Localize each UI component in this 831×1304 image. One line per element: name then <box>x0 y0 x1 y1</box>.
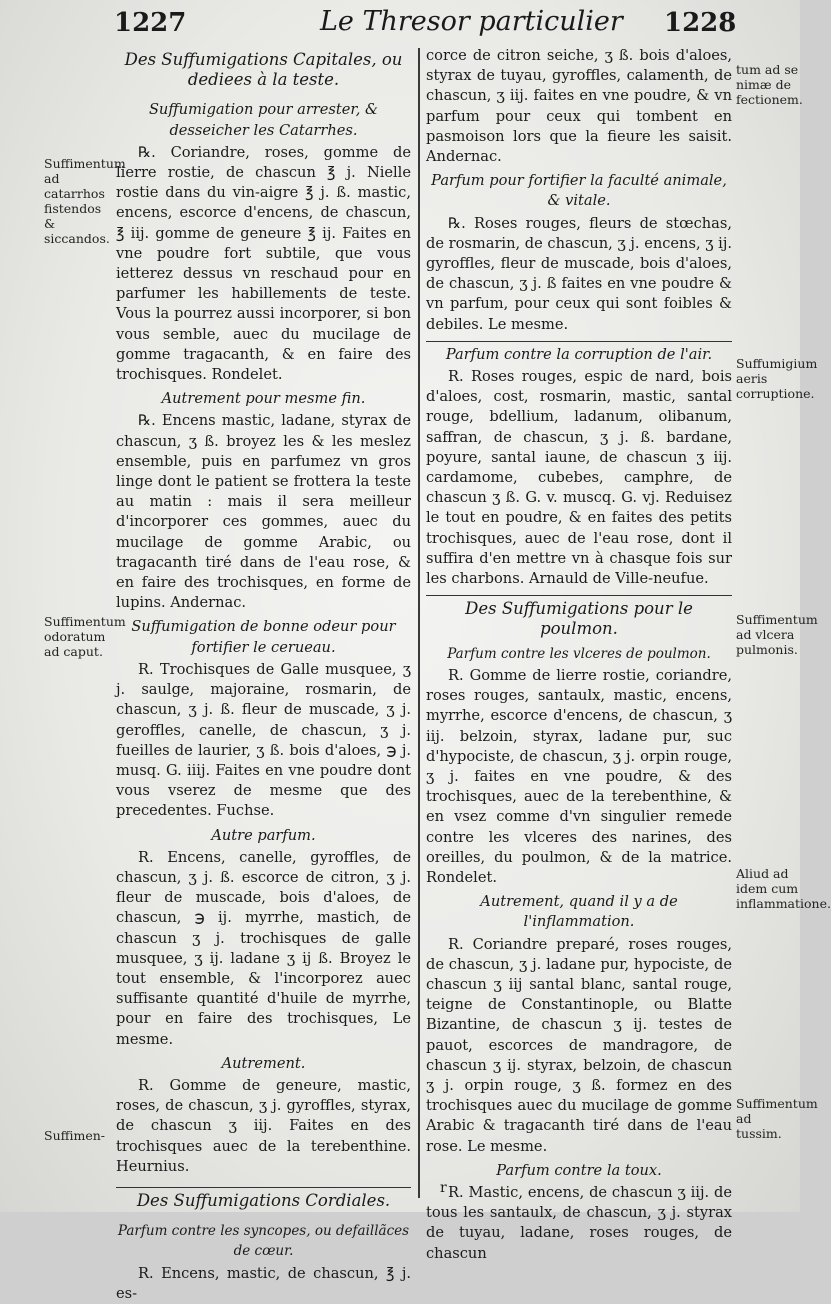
margin-note: Suffimentum ad tussim. <box>736 1096 818 1141</box>
subheading-corruption-air: Parfum contre la corruption de l'air. <box>426 341 732 365</box>
left-column <box>116 46 411 1304</box>
subheading-syncopes: Parfum contre les syncopes, ou defaillãces de cœur. <box>117 1223 410 1260</box>
margin-note: Suffimen- <box>44 1128 106 1143</box>
recipe-paragraph: R. Gomme de geneure, mastic, roses, de chascun, ʒ j. gyroffles, styrax, de chascun ʒ iij. Faites en des trochisques auec de la terebenthine. Heurnius. <box>116 1076 411 1175</box>
recipe-paragraph: R. Roses rouges, espic de nard, bois d'aloes, cost, rosmarin, mastic, santal rouge, bdellium, ladanum, olibanum, saffran, de chascun, ʒ j. ß. bardane, poyure, santal iaune, de chascun ʒ iij. cardamome, cubebes, camphre, de chascun ʒ ß. G. v. muscq. G. vj. Reduisez le tout en poudre, & en faites des petits trochisques, auec de l'eau rose, dont il suffira d'en mettre vn à chasque fois sur les charbons. Arnauld de Ville-neufue. <box>426 368 732 588</box>
column-divider <box>418 48 420 1198</box>
section-title-cordiales: Des Suffumigations Cordiales. <box>116 1187 411 1211</box>
recipe-paragraph: ℞. Encens mastic, ladane, styrax de chascun, ʒ ß. broyez les & les meslez ensemble, puis en parfumez vn gros linge dont le patient se frottera la teste au matin : mais il sera meilleur d'incorporer ces gommes, auec du mucilage de gomme Arabic, ou tragacanth tiré dans de l'eau rose, & en faire des trochisques, en forme de lupins. Andernac. <box>116 412 411 612</box>
subheading-catarrhes: Suffumigation pour arrester, & desseicher les Catarrhes. <box>148 101 379 139</box>
running-title: Le Thresor particulier <box>320 6 623 37</box>
recipe-paragraph: R. Coriandre preparé, roses rouges, de chascun, ʒ j. ladane pur, hypociste, de chascun ʒ iij santal blanc, santal rouge, teigne de Constantinople, ou Blatte Bizantine, de chascun ʒ ij. testes de pauot, escorces de mandragore, de chascun ʒ ij. styrax, belzoin, de chascun ʒ j. orpin rouge, ʒ ß. formez en des trochisques auec du mucilage de gomme Arabic & tragacanth tiré dans de l'eau rose. Le mesme. <box>426 935 732 1155</box>
margin-note: Suffimentum ad vlcera pulmonis. <box>736 612 818 657</box>
recipe-paragraph: R. Encens, mastic, de chascun, ℥ j. es- <box>116 1264 411 1302</box>
margin-note: Suffimentum odoratum ad caput. <box>44 614 126 659</box>
running-head <box>0 6 800 42</box>
subheading-autrement-fin: Autrement pour mesme fin. <box>161 390 366 408</box>
subheading-autre-parfum: Autre parfum. <box>211 826 316 844</box>
margin-note: Suffimentum ad catarrhos fistendos & siccandos. <box>44 156 126 246</box>
subheading-toux: Parfum contre la toux. <box>496 1161 662 1179</box>
margin-note: Suffumigium aeris corruptione. <box>736 356 818 401</box>
subheading-faculte: Parfum pour fortifier la faculté animale, & vitale. <box>431 172 727 210</box>
recipe-paragraph: ℞. Roses rouges, fleurs de stœchas, de rosmarin, de chascun, ʒ j. encens, ʒ ij. gyroffles, fleur de muscade, bois d'aloes, de chascun, ʒ j. ß faites en vne poudre & vn parfum, pour ceux qui sont foibles & debiles. Le mesme. <box>426 214 732 333</box>
section-title-poulmon: Des Suffumigations pour le poulmon. <box>426 595 732 639</box>
recipe-paragraph: R. Mastic, encens, de chascun ʒ iij. de tous les santaulx, de chascun, ʒ j. styrax de tuyau, ladane, roses rouges, de chascun <box>426 1183 732 1262</box>
subheading-cerueau: Suffumigation de bonne odeur pour fortifier le cerueau. <box>131 618 396 656</box>
recipe-paragraph: ℞. Coriandre, roses, gomme de lierre rostie, de chascun ℥ j. Nielle rostie dans du vin-aigre ℥ j. ß. mastic, encens, escorce d'encens, de chascun, ℥ iij. gomme de geneure ℥ ij. Faites en vne poudre fort subtile, que vous ietterez dessus vn reschaud pour en parfumer les habillements de teste. Vous la pourrez aussi incorporer, si bon vous semble, auec du mucilage de gomme tragacanth, & en faire des trochisques. Rondelet. <box>116 143 411 384</box>
right-column <box>426 46 732 1264</box>
margin-note: Aliud ad idem cum inflammatione. <box>736 866 831 911</box>
recipe-paragraph: R. Encens, canelle, gyroffles, de chascun, ʒ j. ß. escorce de citron, ʒ j. fleur de muscade, bois d'aloes, de chascun, ℈ ij. myrrhe, mastich, de chascun ʒ j. trochisques de galle musquee, ʒ ij. ladane ʒ ij ß. Broyez le tout ensemble, & l'incorporez auec suffisante quantité d'huile de myrrhe, pour en faire des trochisques, Le mesme. <box>116 848 411 1048</box>
page-number-left: 1227 <box>114 8 187 38</box>
recipe-paragraph: corce de citron seiche, ʒ ß. bois d'aloes, styrax de tuyau, gyroffles, calamenth, de chascun, ʒ iij. faites en vne poudre, & vn parfum pour ceux qui tombent en pasmoison lors que la fieure les saisit. Andernac. <box>426 47 732 166</box>
section-title-capitales: Des Suffumigations Capitales, ou dediees à la teste. <box>124 50 403 90</box>
subheading-autrement: Autrement. <box>221 1054 306 1072</box>
subheading-vlceres: Parfum contre les vlceres de poulmon. <box>447 645 711 662</box>
margin-note: tum ad se nimæ de fectionem. <box>736 62 803 107</box>
subheading-inflammation: Autrement, quand il y a de l'inflammation. <box>480 893 678 931</box>
recipe-paragraph: R. Trochisques de Galle musquee, ʒ j. saulge, majoraine, rosmarin, de chascun, ʒ j. ß. fleur de muscade, ʒ j. geroffles, canelle, de chascun, ʒ j. fueilles de laurier, ʒ ß. bois d'aloes, ℈ j. musq. G. iiij. Faites en vne poudre dont vous vserez de mesme que des precedentes. Fuchse. <box>116 660 411 820</box>
page-number-right: 1228 <box>664 8 737 38</box>
recipe-paragraph: R. Gomme de lierre rostie, coriandre, roses rouges, santaulx, mastic, encens, myrrhe, escorce d'encens, de chascun, ʒ iij. belzoin, styrax, ladane pur, suc d'hypociste, de chascun, ʒ j. orpin rouge, ʒ j. faites en vne poudre, & des trochisques, auec de la terebenthine, & en vsez comme d'vn singulier remede contre les vlceres des narines, des oreilles, du poulmon, & de la matrice. Rondelet. <box>426 666 732 886</box>
catchword: r <box>440 1180 447 1196</box>
